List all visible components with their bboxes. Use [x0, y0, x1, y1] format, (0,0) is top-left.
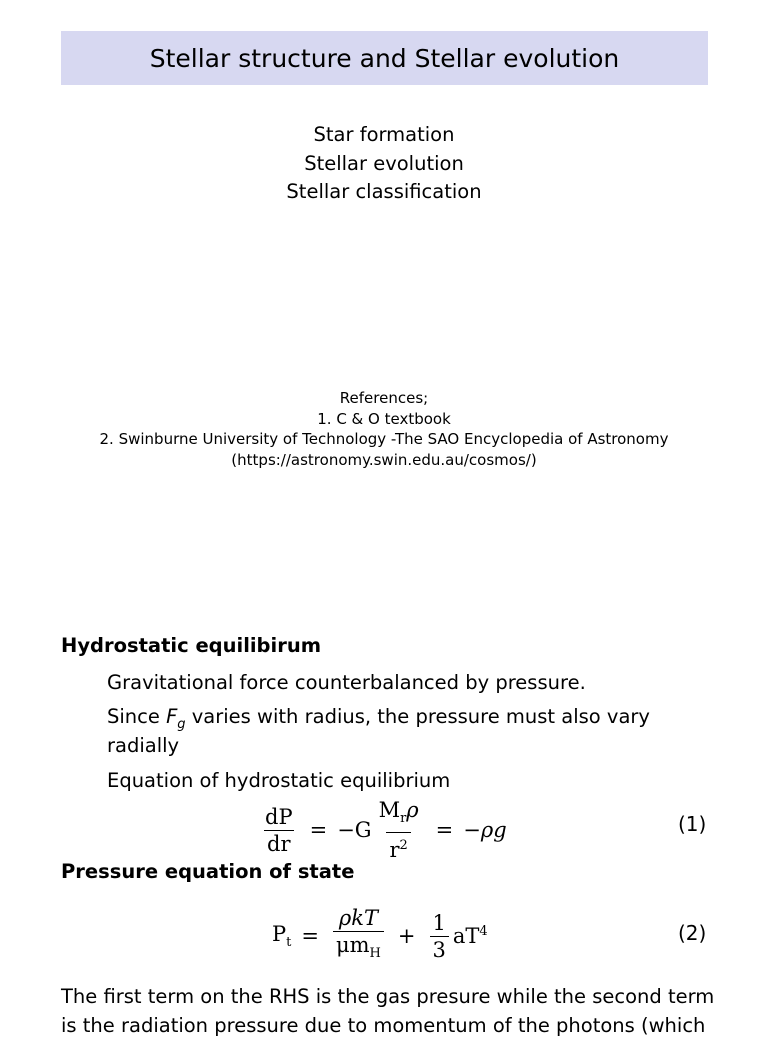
fraction-numerator: dP: [265, 804, 293, 829]
force-subscript: g: [177, 716, 186, 732]
a-t: aT: [452, 924, 480, 949]
explanation-paragraph: [61, 982, 721, 1040]
fraction-dp-dr: [262, 806, 296, 855]
topic-item: Stellar classification: [286, 180, 482, 203]
temperature-exponent: 4: [479, 924, 488, 940]
equals-sign: =: [301, 924, 319, 949]
hydrogen-subscript: H: [369, 946, 381, 962]
fraction-denominator: [386, 832, 410, 861]
paragraph-gravitational-force: Gravitational force counterbalanced by pressure.: [107, 671, 586, 694]
paragraph-equation-label: Equation of hydrostatic equilibrium: [107, 769, 451, 792]
explanation-line: is the radiation pressure due to momentum of the photons (which: [61, 1014, 706, 1037]
equation-hydrostatic: [258, 799, 507, 861]
equation-number-2: (2): [678, 921, 707, 945]
reference-item: 1. C & O textbook: [317, 409, 451, 428]
fraction-numerator: ρkT: [338, 906, 378, 930]
radius-exponent: 2: [399, 838, 408, 854]
radius-symbol: r: [389, 838, 400, 863]
section-heading-pressure: Pressure equation of state: [61, 860, 355, 883]
radiation-term: [453, 924, 488, 948]
mu-m: μm: [335, 933, 370, 957]
pressure-subscript: t: [286, 935, 292, 951]
slide-title: Stellar structure and Stellar evolution: [149, 43, 620, 73]
minus-g: −G: [337, 818, 372, 843]
topic-item: Star formation: [313, 123, 455, 146]
paragraph-radially: radially: [107, 734, 180, 757]
section-heading-hydrostatic: Hydrostatic equilibirum: [61, 634, 322, 657]
references-heading: References;: [339, 389, 429, 407]
fraction-one-third: [430, 912, 449, 961]
rho-symbol: ρ: [406, 798, 419, 822]
explanation-line: The first term on the RHS is the gas presure while the second term: [61, 985, 715, 1008]
reference-item: 2. Swinburne University of Technology -The SAO Encyclopedia of Astronomy: [99, 430, 669, 448]
fraction-gas-pressure: [333, 907, 384, 965]
mass-subscript: r: [400, 811, 407, 827]
pressure-symbol: P: [272, 922, 287, 946]
plus-sign: +: [397, 924, 416, 949]
fraction-numerator: 1: [432, 910, 446, 935]
topic-list: [0, 121, 768, 207]
equals-sign: =: [435, 818, 454, 843]
equation-number-1: (1): [678, 812, 707, 836]
fraction-numerator: [376, 799, 422, 832]
mass-symbol: M: [378, 798, 401, 822]
pressure-total: [272, 922, 291, 950]
reference-url: (https://astronomy.swin.edu.au/cosmos/): [231, 450, 537, 469]
fraction-denominator: [333, 931, 384, 965]
equals-sign: =: [309, 818, 328, 843]
equation-pressure: [272, 907, 488, 965]
minus-rho-g: −ρg: [463, 818, 507, 843]
para-text: varies with radius, the pressure must also vary: [185, 705, 650, 728]
topic-item: Stellar evolution: [304, 151, 464, 175]
references-block: [0, 388, 768, 470]
fraction-mass-density: [376, 799, 422, 861]
para-text: Since: [107, 705, 167, 728]
fraction-denominator: dr: [264, 830, 293, 855]
paragraph-fg-varies: [107, 702, 650, 739]
slide-title-bar: [61, 31, 708, 85]
fraction-denominator: 3: [430, 936, 449, 961]
force-symbol: F: [166, 705, 178, 728]
